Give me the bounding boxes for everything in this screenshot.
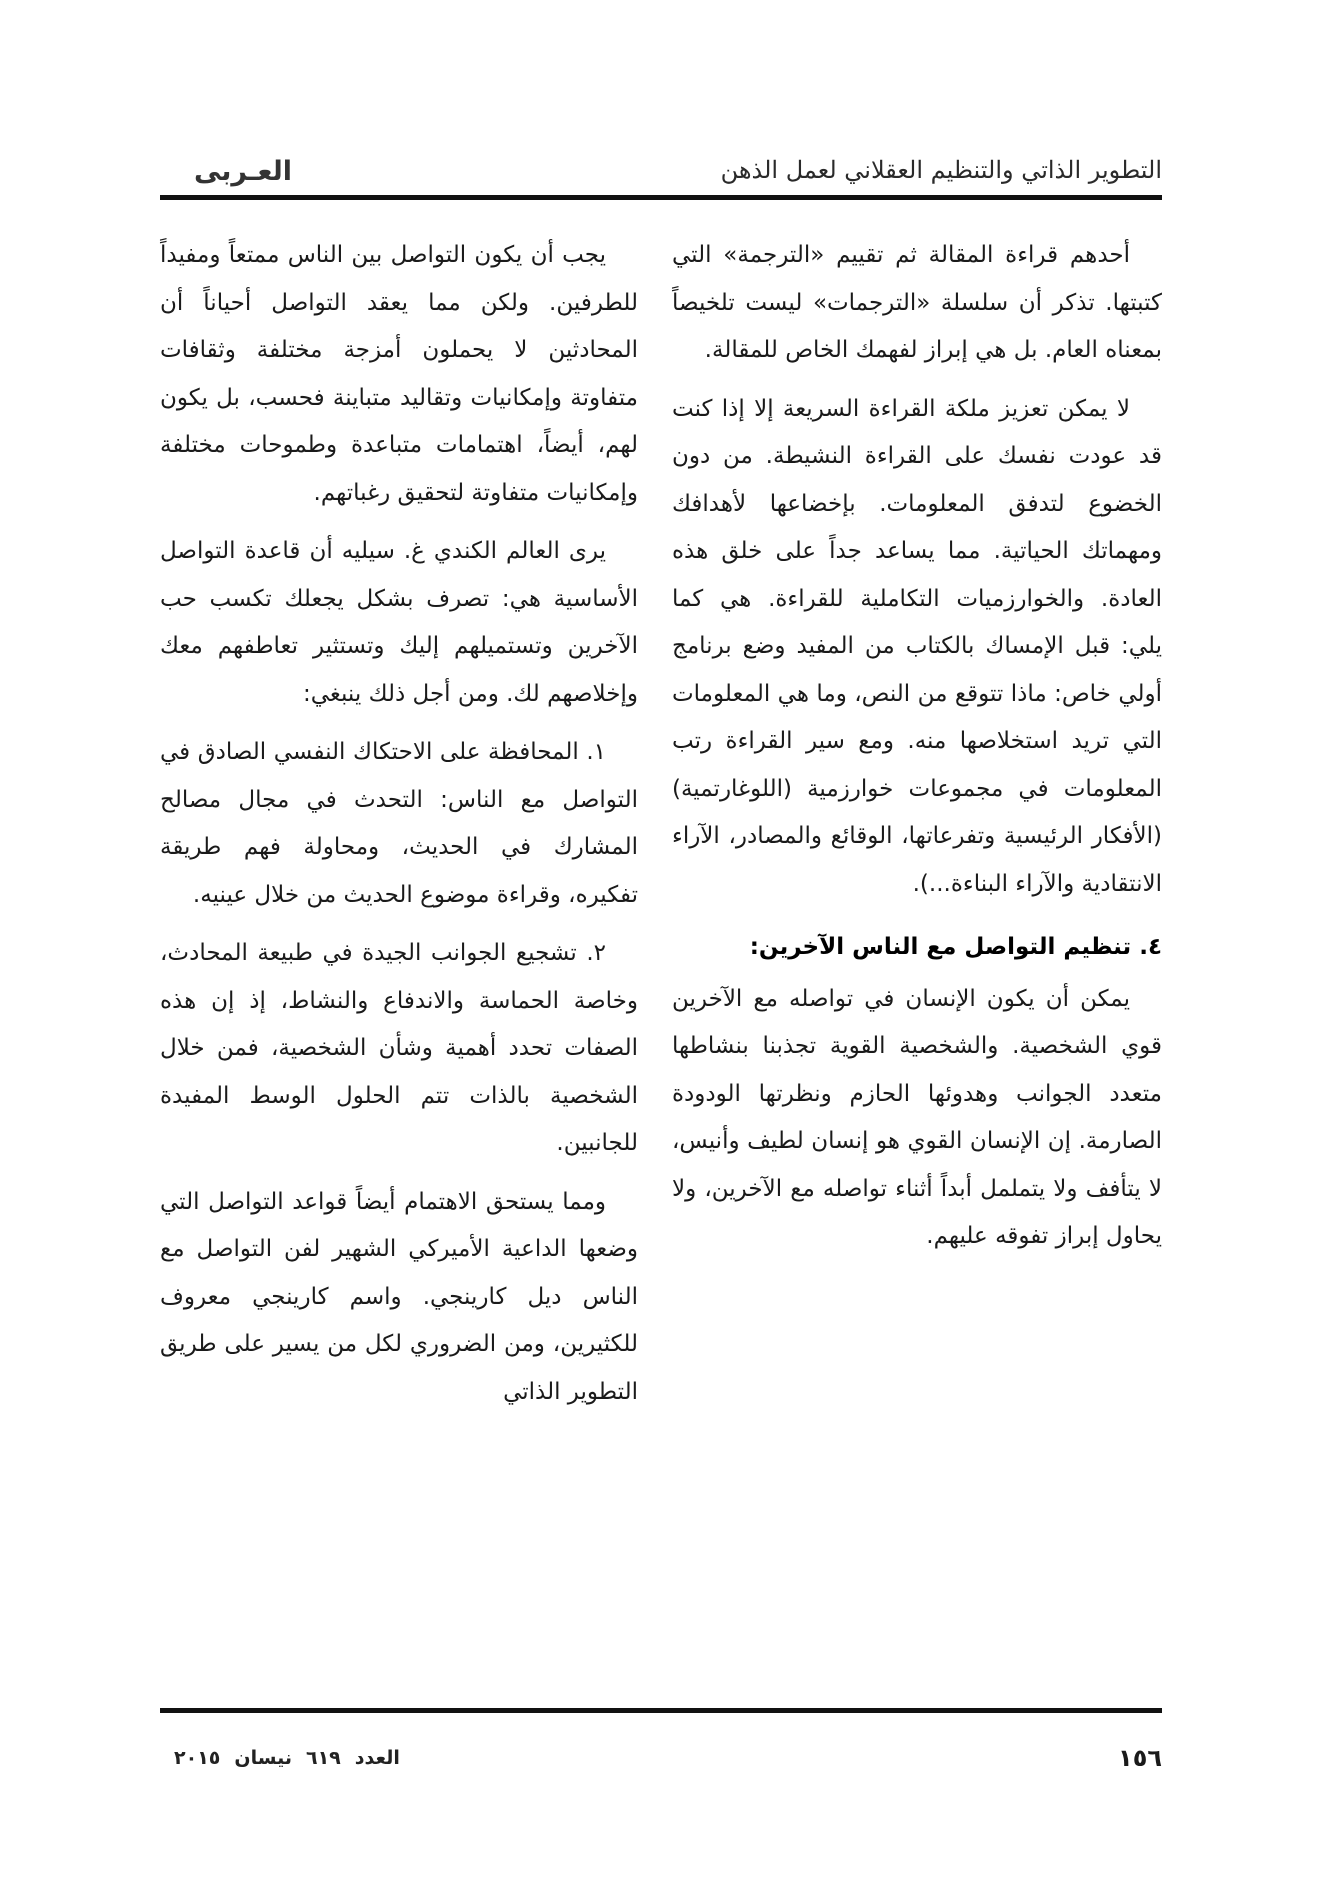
paragraph: ومما يستحق الاهتمام أيضاً قواعد التواصل التي وضعها الداعية الأميركي الشهير لفن التواصل مع الناس ديل كارينجي. واسم كارينجي معروف للكثيرين، ومن الضروري لكل من يسير على طريق التطوير الذاتي (160, 1188, 638, 1405)
list-item: ٢. تشجيع الجوانب الجيدة في طبيعة المحادث، وخاصة الحماسة والاندفاع والنشاط، إذ إن هذه الصفات تحدد أهمية وشأن الشخصية، فمن خلال الشخصية بالذات تتم الحلول الوسط المفيدة للجانبين. (160, 940, 638, 1156)
issue-number: ٦١٩ (305, 1747, 341, 1769)
paragraph: يرى العالم الكندي غ. سيليه أن قاعدة التواصل الأساسية هي: تصرف بشكل يجعلك تكسب حب الآخرين وتستميلهم إليك وتستثير تعاطفهم معك وإخلاصهم لك. ومن أجل ذلك ينبغي: (160, 538, 638, 707)
paragraph: يمكن أن يكون الإنسان في تواصله مع الآخرين قوي الشخصية. والشخصية القوية تجذبنا بنشاطها متعدد الجوانب وهدوئها الحازم ونظرتها الودودة الصارمة. إن الإنسان القوي هو إنسان لطيف وأنيس، لا يتأفف ولا يتململ أبداً أثناء تواصله مع الآخرين، ولا يحاول إبراز تفوقه عليهم. (672, 985, 1162, 1249)
issue-label: العدد (354, 1747, 400, 1769)
issue-month: نيسان (234, 1747, 292, 1769)
page-number: ١٥٦ (1118, 1744, 1162, 1772)
running-header-title: التطوير الذاتي والتنظيم العقلاني لعمل الذهن (720, 156, 1162, 184)
paragraph: لا يمكن تعزيز ملكة القراءة السريعة إلا إذا كنت قد عودت نفسك على القراءة النشيطة. من دون الخضوع لتدفق المعلومات. بإخضاعها لأهدافك ومهماتك الحياتية. مما يساعد جداً على خلق هذه العادة. والخوارزميات التكاملية للقراءة. هي كما يلي: قبل الإمساك بالكتاب من المفيد وضع برنامج أولي خاص: ماذا تتوقع من النص، وما هي المعلومات التي تريد استخلاصها منه. ومع سير القراءة رتب المعلومات في مجموعات خوارزمية (اللوغارتمية) (الأفكار الرئيسية وتفرعاتها، الوقائع والمصادر، الآراء الانتقادية والآراء البناءة...). (672, 395, 1162, 897)
footer-rule (160, 1708, 1162, 1713)
paragraph: يجب أن يكون التواصل بين الناس ممتعاً ومفيداً للطرفين. ولكن مما يعقد التواصل أحياناً أن المحادثين لا يحملون أمزجة مختلفة وثقافات متفاوتة وإمكانيات وتقاليد متباينة فحسب، بل يكون لهم، أيضاً، اهتمامات متباعدة وطموحات مختلفة وإمكانيات متفاوتة لتحقيق رغباتهم. (160, 242, 638, 506)
issue-info (160, 1738, 460, 1778)
right-column (672, 232, 1162, 1261)
list-item: ١. المحافظة على الاحتكاك النفسي الصادق في التواصل مع الناس: التحدث في مجال مصالح المشارك في الحديث، ومحاولة فهم طريقة تفكيره، وقراءة موضوع الحديث من خلال عينيه. (160, 739, 638, 908)
section-heading: ٤. تنظيم التواصل مع الناس الآخرين: (749, 934, 1162, 960)
magazine-logo: العـربى (193, 156, 293, 187)
left-column (160, 232, 638, 1416)
header-rule (160, 195, 1162, 200)
paragraph: أحدهم قراءة المقالة ثم تقييم «الترجمة» التي كتبتها. تذكر أن سلسلة «الترجمات» ليست تلخيصاً بمعناه العام. بل هي إبراز لفهمك الخاص للمقالة. (672, 242, 1162, 363)
issue-year: ٢٠١٥ (174, 1747, 221, 1769)
